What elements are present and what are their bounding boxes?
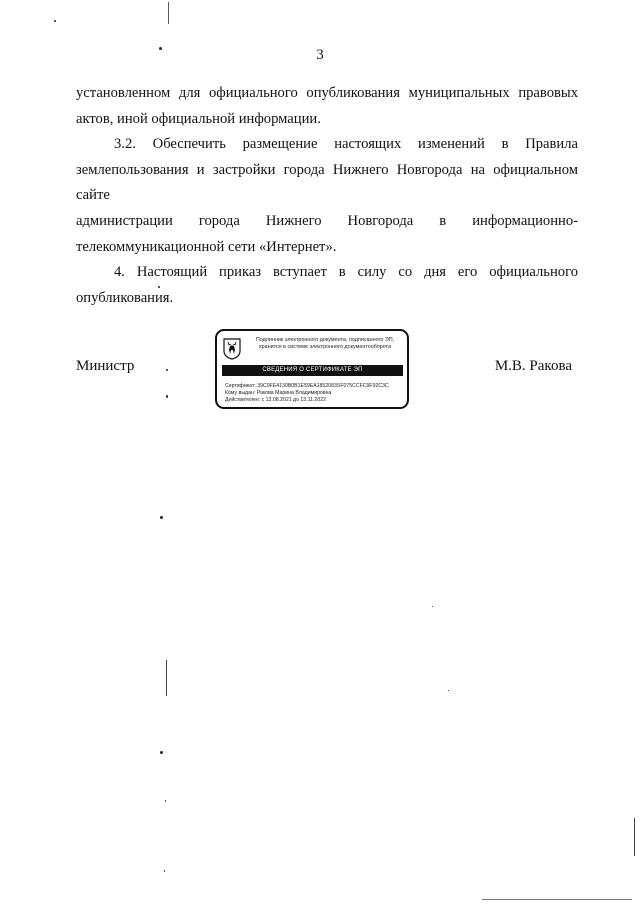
scan-artifact bbox=[634, 818, 635, 856]
electronic-signature-stamp bbox=[215, 329, 409, 409]
document-body bbox=[76, 81, 578, 311]
scan-artifact bbox=[160, 516, 163, 519]
scan-artifact bbox=[158, 286, 160, 288]
paragraph-continuation bbox=[76, 81, 578, 132]
text-line: телекоммуникационной сети «Интернет». bbox=[76, 238, 337, 255]
scan-artifact bbox=[159, 47, 162, 50]
deer-emblem-icon bbox=[223, 338, 241, 360]
scan-artifact bbox=[432, 606, 433, 607]
stamp-title-bar: СВЕДЕНИЯ О СЕРТИФИКАТЕ ЭП bbox=[222, 365, 403, 376]
signatory-title: Министр bbox=[76, 358, 135, 374]
scan-artifact bbox=[448, 690, 449, 691]
stamp-header-line: хранится в системе электронного документооборота bbox=[258, 344, 392, 350]
scan-artifact bbox=[164, 870, 165, 872]
text-line: опубликования. bbox=[76, 289, 174, 306]
page-number: 3 bbox=[316, 47, 324, 63]
paragraph-3-2 bbox=[76, 132, 578, 260]
text-line: актов, иной официальной информации. bbox=[76, 110, 321, 127]
text-line: 4. Настоящий приказ вступает в силу со дня его официального bbox=[114, 264, 578, 281]
scan-artifact bbox=[482, 899, 632, 900]
stamp-header bbox=[245, 337, 405, 351]
text-line: администрации города Нижнего Новгорода в информационно- bbox=[76, 212, 578, 229]
paragraph-4 bbox=[76, 260, 578, 311]
text-line: 3.2. Обеспечить размещение настоящих изменений в Правила bbox=[114, 136, 578, 153]
text-line: установленном для официального опубликования муниципальных правовых bbox=[76, 85, 578, 101]
stamp-validity: Действителен: с 13.08.2021 до 13.11.2022 bbox=[225, 397, 326, 403]
scan-artifact bbox=[166, 369, 168, 371]
scan-artifact bbox=[166, 660, 167, 696]
text-line: землепользования и застройки города Нижнего Новгорода на официальном сайте bbox=[76, 161, 578, 204]
scan-artifact bbox=[54, 20, 56, 22]
scan-artifact bbox=[160, 751, 163, 754]
stamp-issued-to: Кому выдан: Ракова Марина Владимировна bbox=[225, 390, 332, 396]
signatory-name: М.В. Ракова bbox=[494, 358, 572, 374]
scan-artifact bbox=[166, 395, 168, 398]
scan-artifact bbox=[168, 2, 169, 24]
stamp-header-line: Подлинник электронного документа, подписанного ЭП, bbox=[255, 337, 395, 343]
stamp-certificate: Сертификат: 39C0FE4130B0B1E59EA1852083SF075CCFC9F92C3C bbox=[225, 383, 389, 389]
scan-artifact bbox=[165, 800, 166, 802]
